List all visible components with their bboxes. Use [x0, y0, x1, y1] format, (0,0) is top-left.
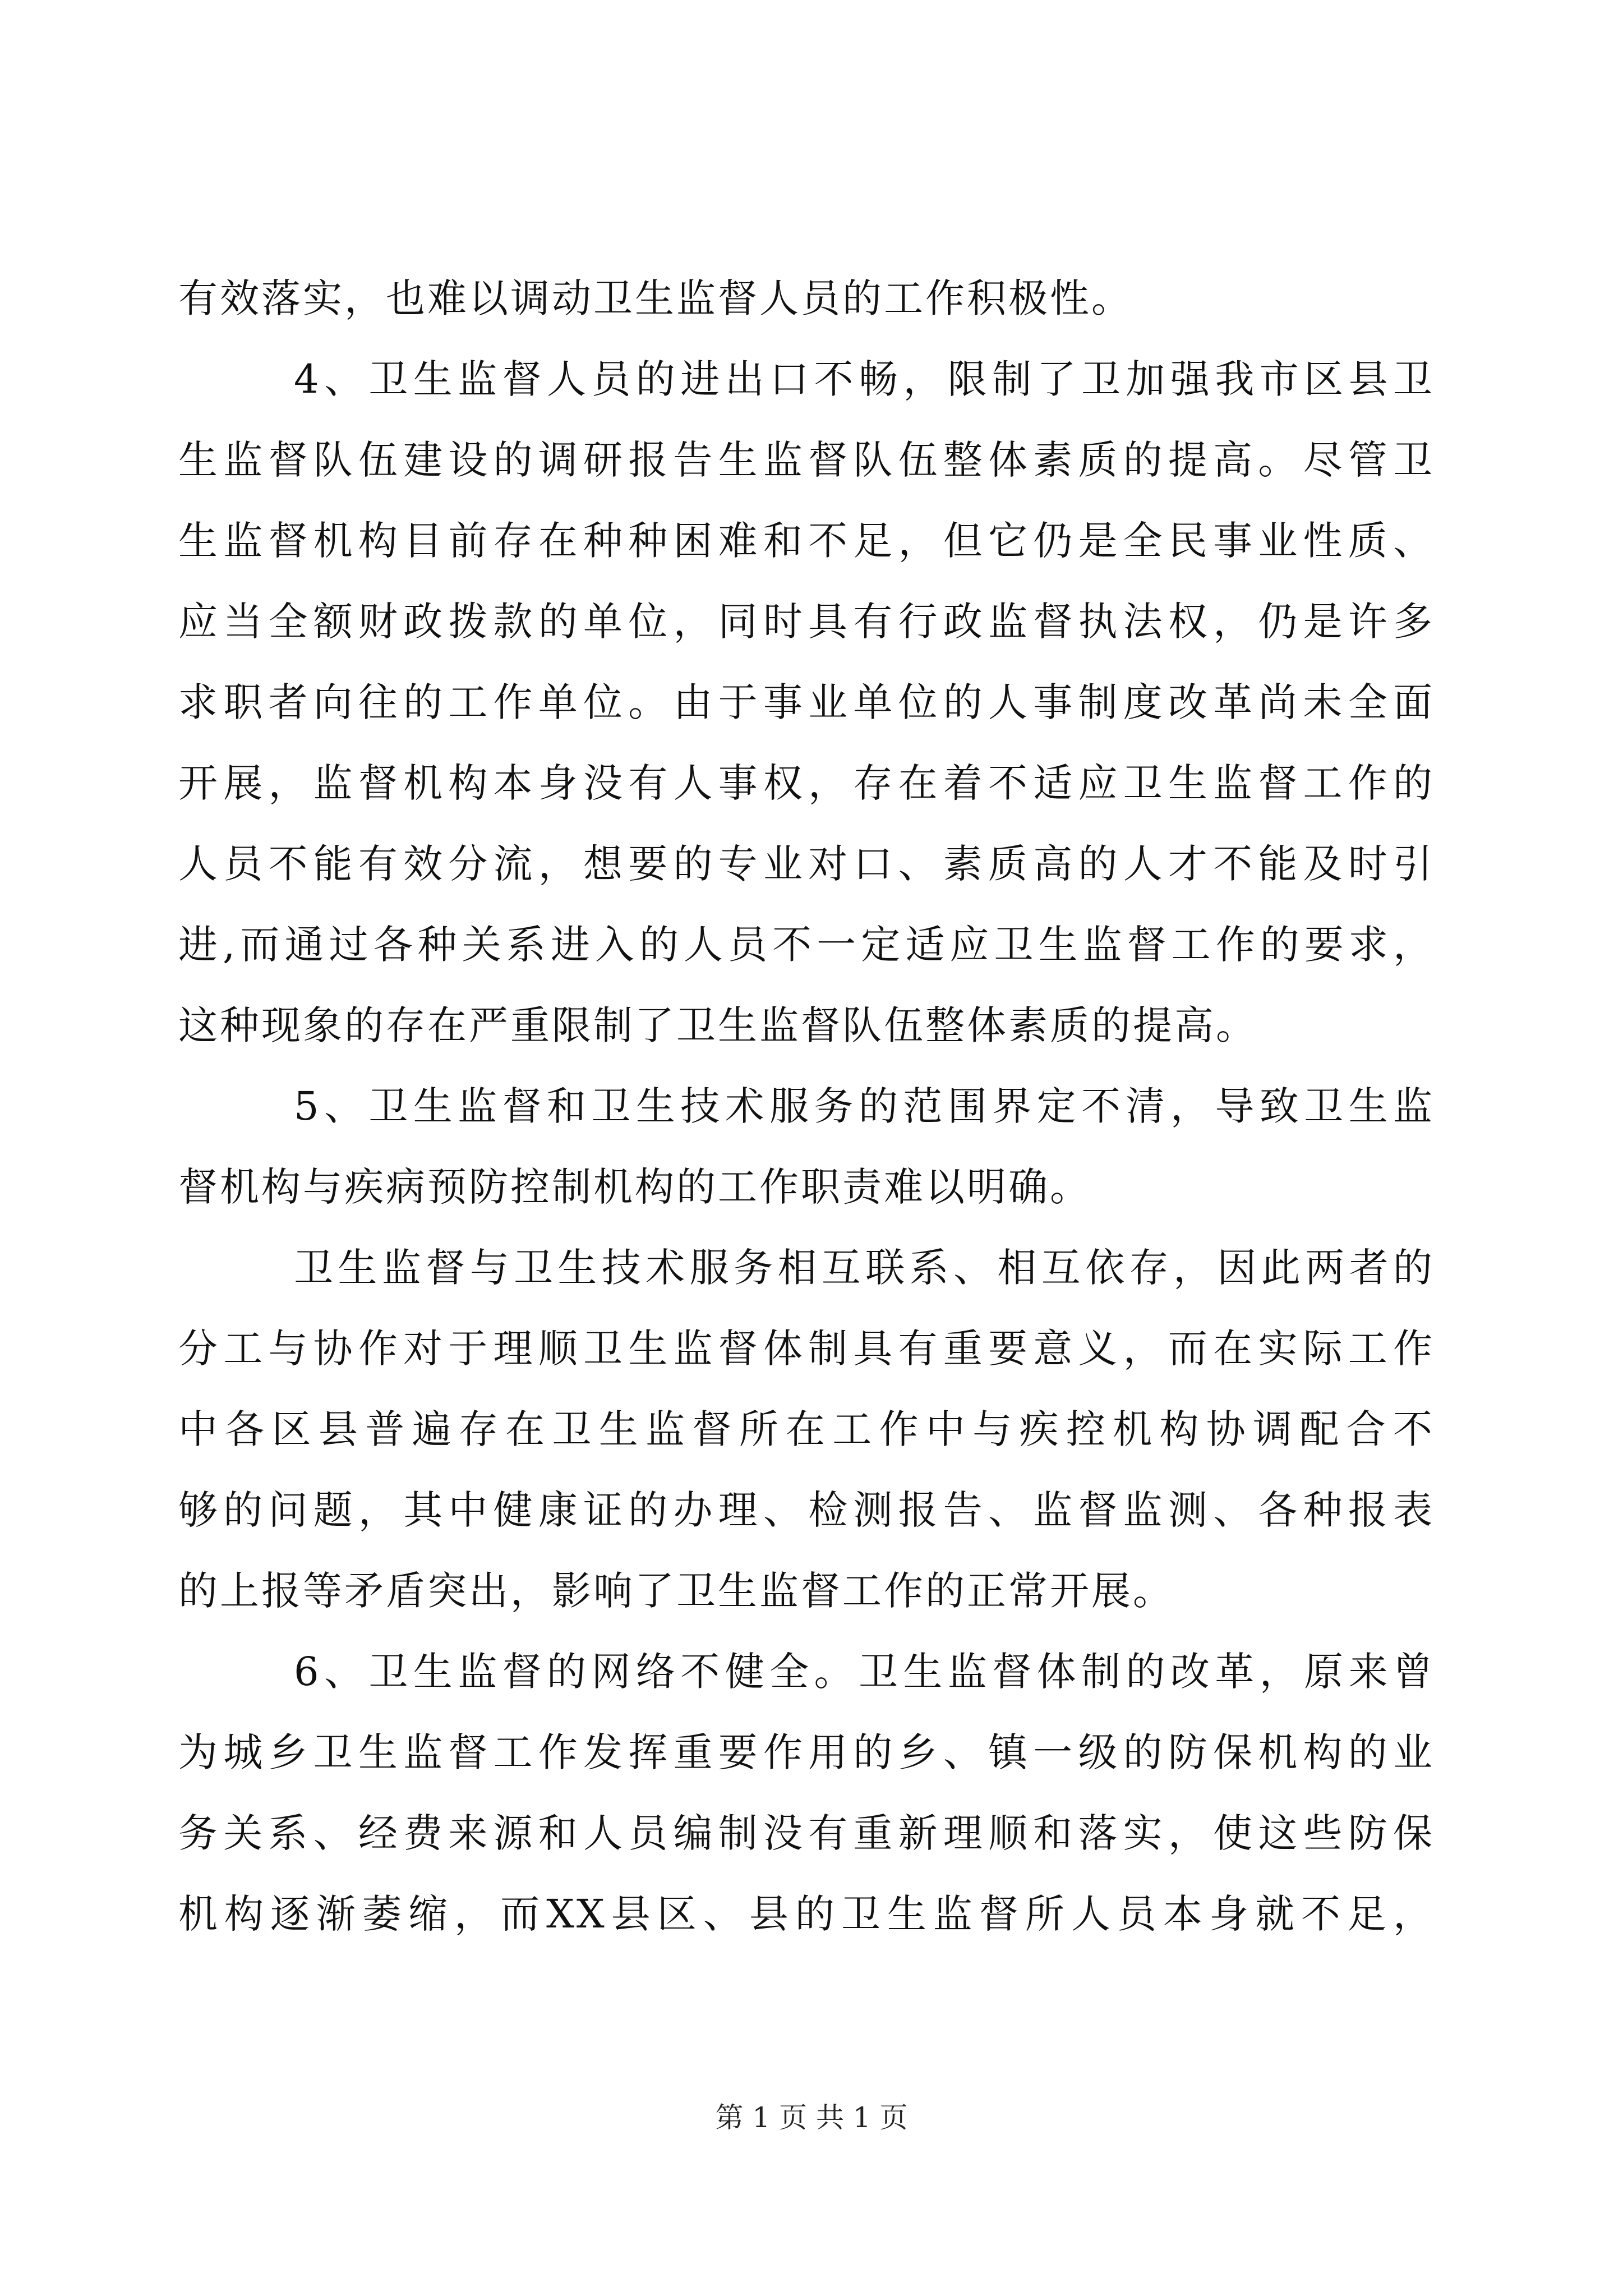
text-line: 机构逐渐萎缩，而XX县区、县的卫生监督所人员本身就不足，	[178, 1891, 1435, 1937]
text-line: 进,而通过各种关系进入的人员不一定适应卫生监督工作的要求，	[178, 922, 1435, 968]
text-line: 人员不能有效分流，想要的专业对口、素质高的人才不能及时引	[178, 841, 1435, 887]
document-body	[178, 258, 1435, 1954]
paragraph-6-line: 6、卫生监督的网络不健全。卫生监督体制的改革，原来曾	[294, 1649, 1435, 1695]
text-line: 生监督队伍建设的调研报告生监督队伍整体素质的提高。尽管卫	[178, 437, 1435, 483]
text-line: 开展，监督机构本身没有人事权，存在着不适应卫生监督工作的	[178, 760, 1435, 806]
text-line: 的上报等矛盾突出，影响了卫生监督工作的正常开展。	[178, 1568, 1174, 1614]
text-line: 这种现象的存在严重限制了卫生监督队伍整体素质的提高。	[178, 1002, 1257, 1048]
page-number: 第 1 页 共 1 页	[715, 2101, 908, 2134]
text-line: 生监督机构目前存在种种困难和不足，但它仍是全民事业性质、	[178, 518, 1435, 564]
text-line: 有效落实，也难以调动卫生监督人员的工作积极性。	[178, 275, 1133, 321]
text-line: 够的问题，其中健康证的办理、检测报告、监督监测、各种报表	[178, 1487, 1435, 1533]
paragraph-5-line: 5、卫生监督和卫生技术服务的范围界定不清，导致卫生监	[294, 1083, 1435, 1129]
text-line: 中各区县普遍存在卫生监督所在工作中与疾控机构协调配合不	[178, 1406, 1435, 1452]
text-line: 务关系、经费来源和人员编制没有重新理顺和落实，使这些防保	[178, 1810, 1435, 1856]
text-line: 督机构与疾病预防控制机构的工作职责难以明确。	[178, 1164, 1091, 1210]
paragraph-4-line: 4、卫生监督人员的进出口不畅，限制了卫加强我市区县卫	[294, 356, 1435, 402]
paragraph-line: 卫生监督与卫生技术服务相互联系、相互依存，因此两者的	[294, 1245, 1435, 1291]
text-line: 求职者向往的工作单位。由于事业单位的人事制度改革尚未全面	[178, 679, 1435, 725]
text-line: 应当全额财政拨款的单位，同时具有行政监督执法权，仍是许多	[178, 599, 1435, 645]
text-line: 分工与协作对于理顺卫生监督体制具有重要意义，而在实际工作	[178, 1326, 1435, 1372]
page-footer	[0, 2098, 1623, 2137]
text-line: 为城乡卫生监督工作发挥重要作用的乡、镇一级的防保机构的业	[178, 1729, 1435, 1775]
